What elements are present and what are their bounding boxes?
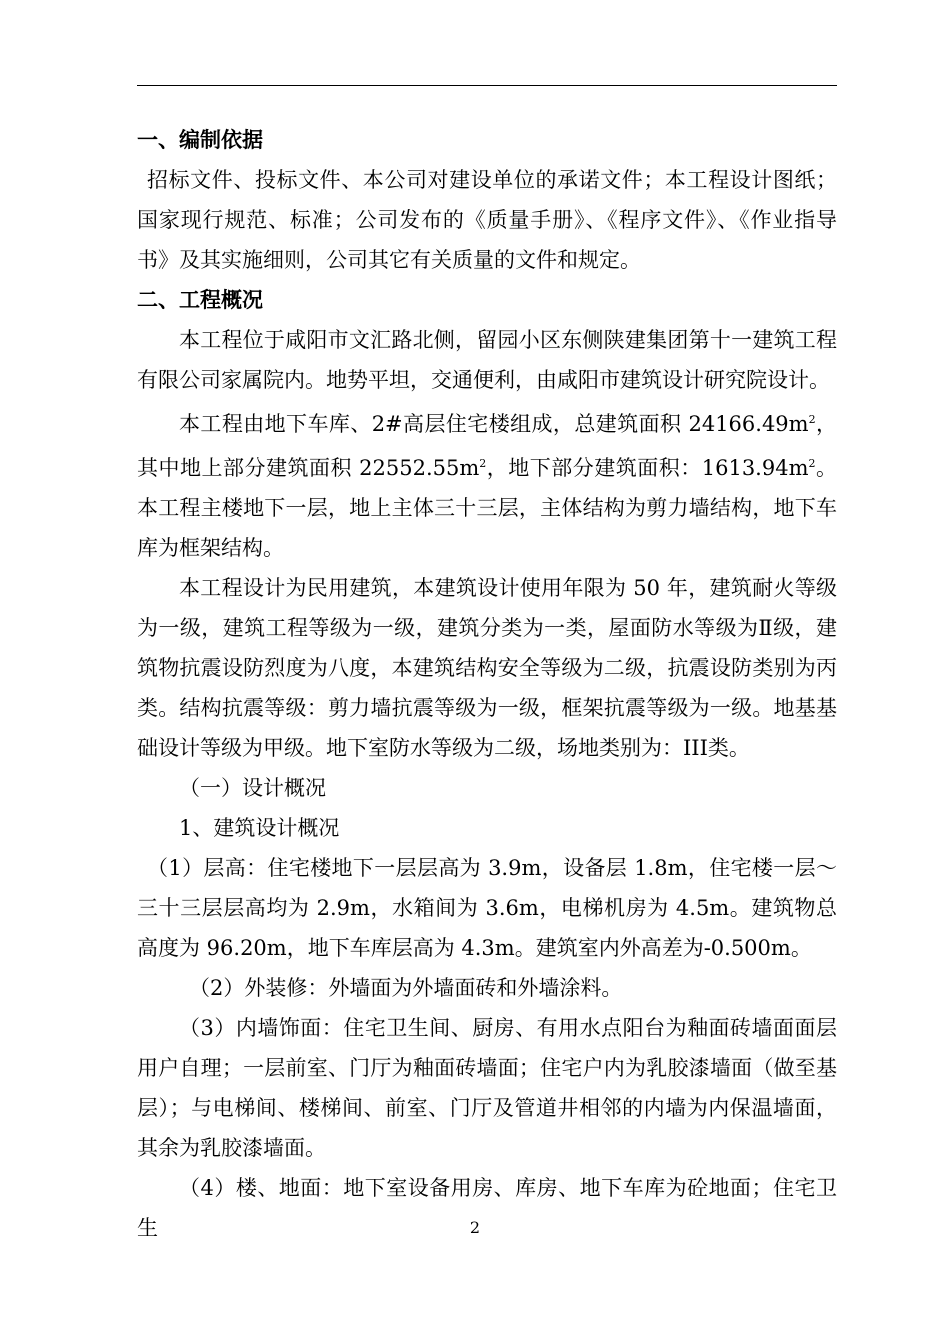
subheading-design-overview: （一）设计概况 <box>179 776 326 800</box>
area-text-b: ，其中地上部分建筑面积 22552.55m <box>137 412 838 480</box>
paragraph-area <box>137 400 837 568</box>
item-floor-ground: （4）楼、地面：地下室设备用房、库房、地下车库为砼地面；住宅卫生 <box>137 1176 837 1240</box>
header-rule <box>137 85 837 86</box>
item-exterior-finish: （2）外装修：外墙面为外墙面砖和外墙涂料。 <box>189 976 623 1000</box>
section-heading-basis: 一、编制依据 <box>137 127 263 152</box>
area-text-c: ，地下部分建筑面积：1613.94m <box>486 456 809 480</box>
superscript-2: 2 <box>808 413 816 426</box>
area-text-d: 。本工程主楼地下一层，地上主体三十三层，主体结构为剪力墙结构，地下车库为框架结构。 <box>137 456 837 560</box>
subheading-architectural-design: 1、建筑设计概况 <box>179 816 340 840</box>
paragraph-design-levels: 本工程设计为民用建筑，本建筑设计使用年限为 50 年，建筑耐火等级为一级，建筑工程等级为一级，建筑分类为一类，屋面防水等级为Ⅱ级，建筑物抗震设防烈度为八度，本建筑结构安全等级为二级，抗震设防类别为丙类。结构抗震等级：剪力墙抗震等级为一级，框架抗震等级为一级。地基基础设计等级为甲级。地下室防水等级为二级，场地类别为：III类。 <box>137 576 837 760</box>
superscript-2: 2 <box>479 457 487 470</box>
section-heading-overview: 二、工程概况 <box>137 287 263 312</box>
item-floor-height: （1）层高：住宅楼地下一层层高为 3.9m，设备层 1.8m，住宅楼一层～三十三层层高均为 2.9m，水箱间为 3.6m，电梯机房为 4.5m。建筑物总高度为 96.20m，地下车库层高为 4.3m。建筑室内外高差为-0.500m。 <box>137 856 837 960</box>
superscript-2: 2 <box>808 457 816 470</box>
paragraph-basis: 招标文件、投标文件、本公司对建设单位的承诺文件；本工程设计图纸；国家现行规范、标准；公司发布的《质量手册》、《程序文件》、《作业指导书》及其实施细则，公司其它有关质量的文件和规定。 <box>137 168 837 272</box>
item-interior-wall: （3）内墙饰面：住宅卫生间、厨房、有用水点阳台为釉面砖墙面面层用户自理；一层前室、门厅为釉面砖墙面；住宅户内为乳胶漆墙面（做至基层）；与电梯间、楼梯间、前室、门厅及管道井相邻的内墙为内保温墙面，其余为乳胶漆墙面。 <box>137 1016 837 1160</box>
page-body <box>137 120 837 1248</box>
paragraph-location: 本工程位于咸阳市文汇路北侧，留园小区东侧陕建集团第十一建筑工程有限公司家属院内。地势平坦，交通便利，由咸阳市建筑设计研究院设计。 <box>137 328 837 392</box>
page-number: 2 <box>469 1218 481 1237</box>
area-text-a: 本工程由地下车库、2#高层住宅楼组成，总建筑面积 24166.49m <box>179 412 809 436</box>
